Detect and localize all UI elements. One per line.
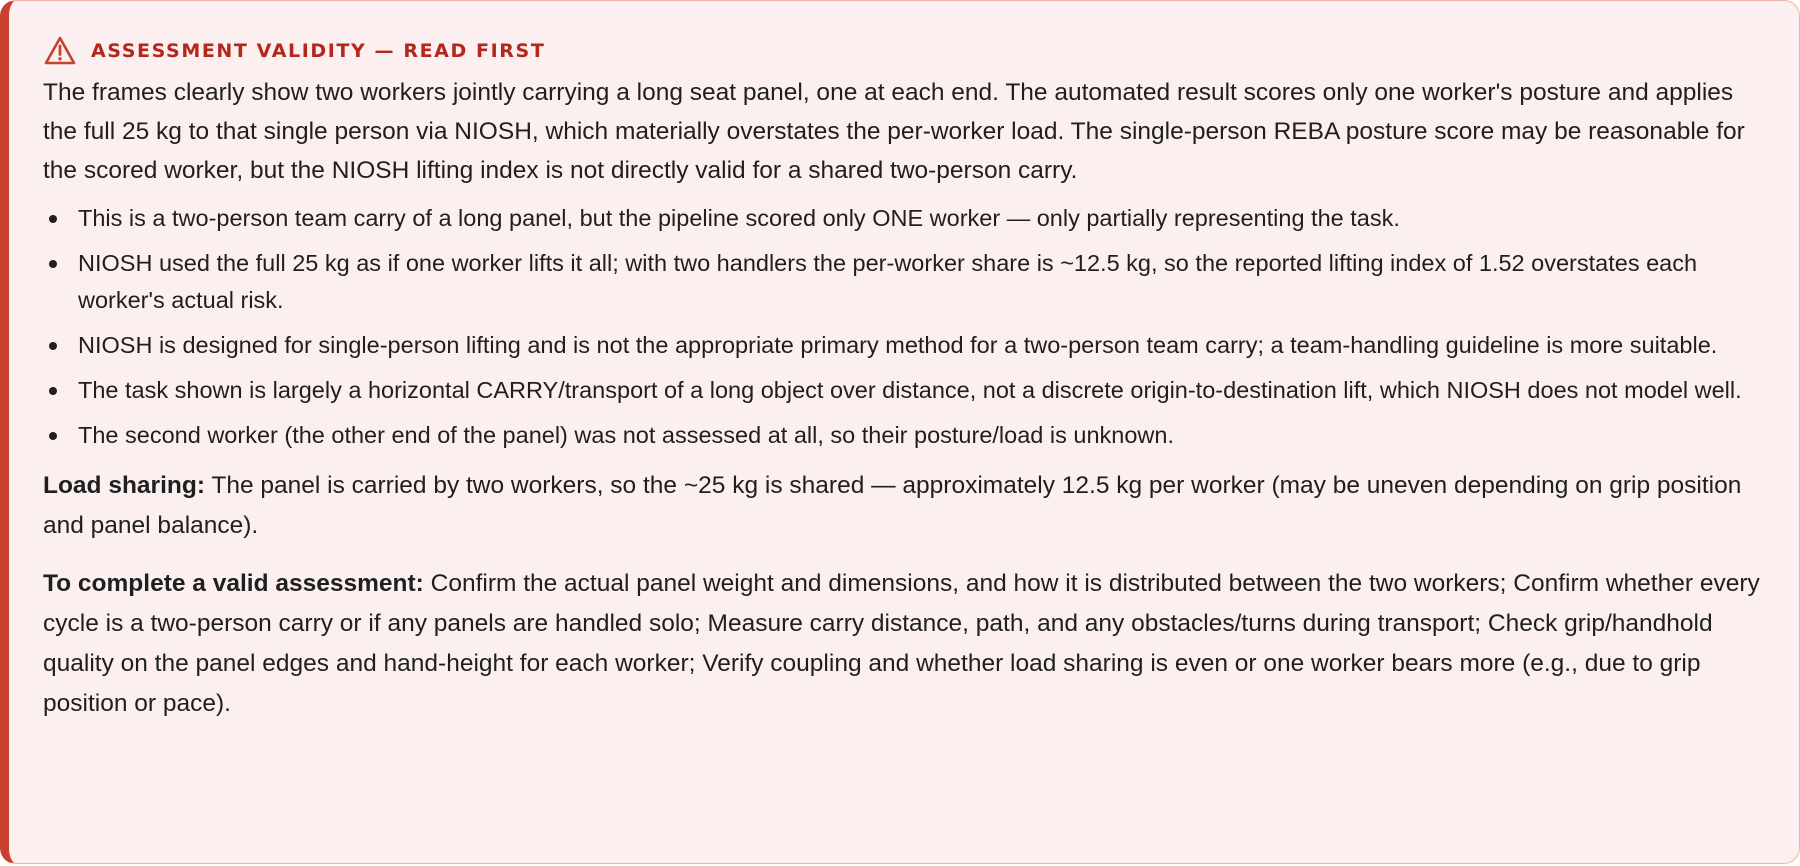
list-item: [43, 327, 1765, 364]
complete-assessment-label: To complete a valid assessment:: [43, 570, 424, 597]
bullet-icon: [49, 260, 57, 268]
list-item: [43, 245, 1765, 319]
bullet-icon: [49, 215, 57, 223]
list-item-text: NIOSH is designed for single-person lifting and is not the appropriate primary method for a two-person team carry; a team-handling guideline is more suitable.: [78, 332, 1718, 358]
issue-list: [43, 200, 1765, 454]
bullet-icon: [49, 387, 57, 395]
load-sharing-label: Load sharing:: [43, 472, 205, 499]
list-item-text: The second worker (the other end of the panel) was not assessed at all, so their posture/load is unknown.: [78, 422, 1174, 448]
bullet-icon: [49, 342, 57, 350]
complete-assessment-paragraph: [43, 564, 1765, 724]
complete-assessment-text: Confirm the actual panel weight and dimensions, and how it is distributed between the two workers; Confirm whether every cycle is a two-person carry or if any panels are handled solo; Measure carry distance, path, and any obstacles/turns during transport; Check grip/handhold quality on the panel edges and hand-height for each worker; Verify coupling and whether load sharing is even or one worker bears more (e.g., due to grip position or pace).: [43, 570, 1760, 717]
list-item-text: The task shown is largely a horizontal CARRY/transport of a long object over distance, not a discrete origin-to-destination lift, which NIOSH does not model well.: [78, 377, 1742, 403]
banner-summary: The frames clearly show two workers jointly carrying a long seat panel, one at each end. The automated result scores only one worker's posture and applies the full 25 kg to that single person via NIOSH, which materially overstates the per-worker load. The single-person REBA posture score may be reasonable for the scored worker, but the NIOSH lifting index is not directly valid for a shared two-person carry.: [43, 79, 1745, 184]
list-item: [43, 200, 1765, 237]
load-sharing-paragraph: [43, 466, 1765, 546]
list-item: [43, 372, 1765, 409]
list-item: [43, 417, 1765, 454]
banner-title: ASSESSMENT VALIDITY — READ FIRST: [91, 40, 546, 62]
list-item-text: This is a two-person team carry of a long panel, but the pipeline scored only ONE worker — only partially representing the task.: [78, 205, 1400, 231]
list-item-text: NIOSH used the full 25 kg as if one worker lifts it all; with two handlers the per-worker share is ~12.5 kg, so the reported lifting index of 1.52 overstates each worker's actual risk.: [78, 250, 1698, 313]
bullet-icon: [49, 432, 57, 440]
load-sharing-text: The panel is carried by two workers, so the ~25 kg is shared — approximately 12.5 kg per worker (may be uneven depending on grip position and panel balance).: [43, 472, 1742, 539]
warning-triangle-icon: [43, 35, 77, 67]
banner-header: [43, 35, 1765, 67]
